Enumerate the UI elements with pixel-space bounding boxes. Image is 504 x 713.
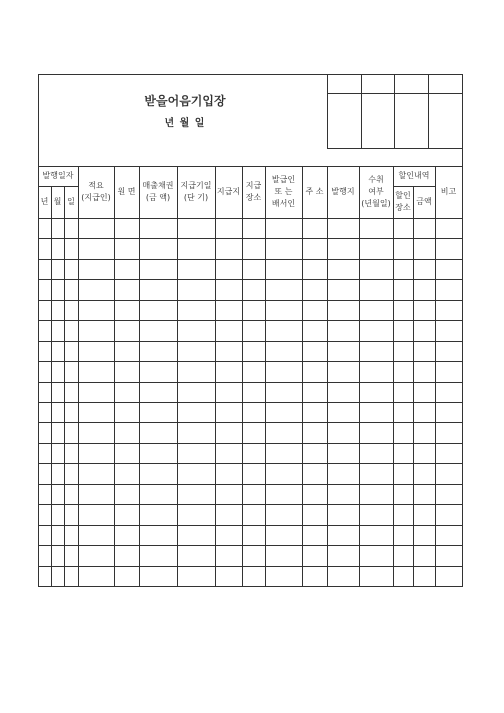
- table-row: [38, 566, 462, 586]
- table-row: [38, 320, 462, 340]
- table-row: [38, 382, 462, 402]
- table-row: [38, 463, 462, 483]
- header-amount: 금액: [416, 197, 432, 206]
- header-issuer: 발급인 또 는 배서인: [271, 175, 296, 208]
- header-line: [393, 186, 436, 187]
- approval-box-line: [327, 93, 463, 94]
- header-received: 수취 여부 (년월일): [361, 175, 391, 208]
- document-subtitle: 년 월 일: [164, 118, 206, 129]
- header-day: 일: [67, 197, 75, 206]
- table-row: [38, 341, 462, 361]
- approval-box-line: [394, 74, 395, 149]
- header-discount-place: 할인 장소: [395, 191, 411, 212]
- header-issue-place: 발행지: [331, 187, 355, 196]
- table-row: [38, 361, 462, 381]
- table-row: [38, 218, 462, 238]
- header-payee: 지급지: [216, 187, 241, 196]
- approval-box-line: [327, 148, 463, 149]
- table-row: [38, 402, 462, 422]
- table-row: [38, 279, 462, 299]
- approval-box-line: [428, 74, 429, 149]
- outer-border: [38, 74, 463, 75]
- table-row: [38, 300, 462, 320]
- header-receivable: 매출채권 (금 액): [142, 181, 174, 202]
- header-remarks: 비고: [440, 187, 457, 196]
- title-area-border: [38, 166, 463, 167]
- header-month: 월: [53, 197, 62, 206]
- header-summary: 적요 (지급인): [81, 181, 111, 202]
- table-row: [38, 504, 462, 524]
- header-address: 주 소: [305, 187, 324, 196]
- table-row: [38, 238, 462, 258]
- outer-border: [462, 74, 463, 587]
- table-row: [38, 484, 462, 504]
- header-payment-place: 지급 장소: [245, 181, 262, 202]
- approval-box-line: [327, 74, 328, 149]
- table-row: [38, 422, 462, 442]
- header-face-value: 원 면: [117, 187, 136, 196]
- header-due-date: 지급기일 (단 기): [180, 181, 212, 202]
- table-row: [38, 259, 462, 279]
- header-issue-date-group: 발행일자: [42, 171, 74, 180]
- outer-border: [38, 586, 463, 587]
- header-year: 년: [40, 197, 49, 206]
- document-title: 받을어음기입장: [144, 94, 226, 108]
- table-row: [38, 545, 462, 565]
- approval-box-line: [361, 74, 362, 149]
- table-row: [38, 443, 462, 463]
- header-line: [38, 186, 79, 187]
- header-discount-group: 할인내역: [398, 171, 430, 180]
- table-row: [38, 525, 462, 545]
